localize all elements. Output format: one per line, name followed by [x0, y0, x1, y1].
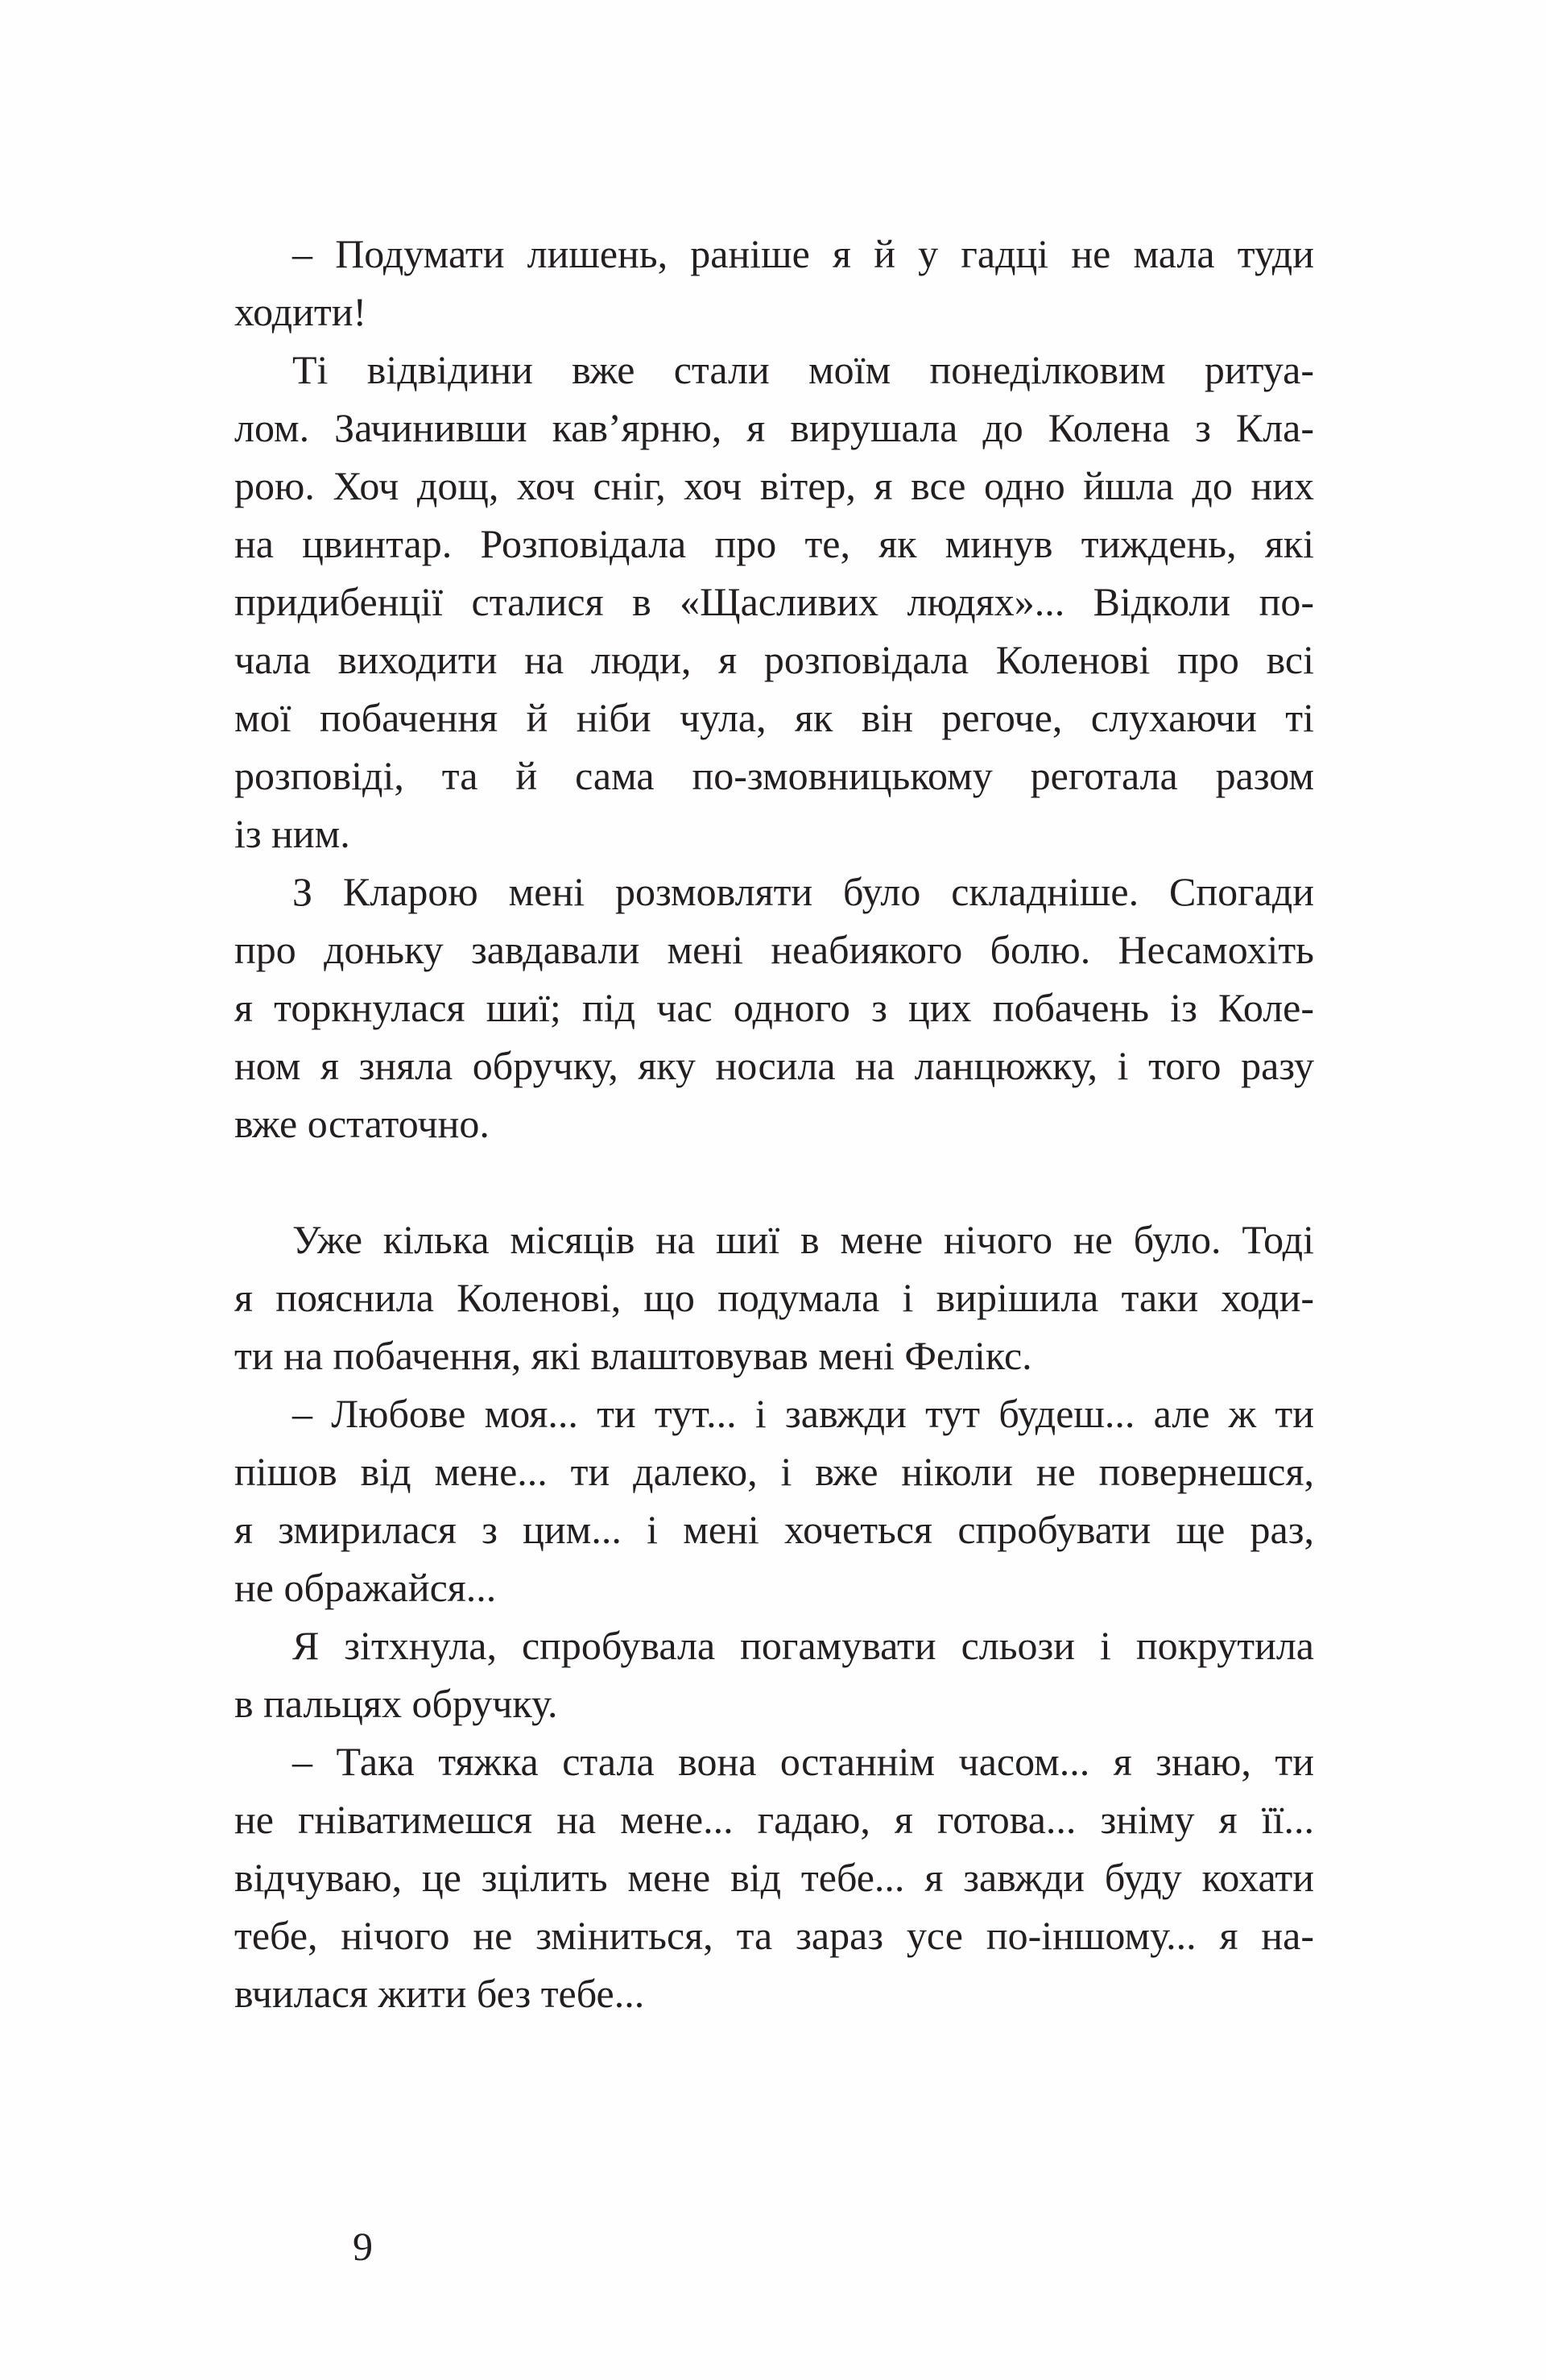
text-line: я торкнулася шиї; під час одного з цих побачень із Коле-	[234, 985, 1314, 1030]
text-line: я змирилася з цим... і мені хочеться спробувати ще раз,	[234, 1507, 1314, 1552]
text-line: придибенції сталися в «Щасливих людях»... Відколи по-	[234, 579, 1314, 624]
text-line: я пояснила Коленові, що подумала і вирішила таки ходи-	[234, 1275, 1314, 1320]
paragraph	[234, 1385, 1314, 1616]
section-break	[234, 1153, 1314, 1211]
text-line: про доньку завдавали мені неабиякого болю. Несамохіть	[234, 927, 1314, 972]
text-line: відчуваю, це зцілить мене від тебе... я завжди буду кохати	[234, 1855, 1314, 1900]
text-line: Ті відвідини вже стали моїм понеділковим ритуа-	[292, 347, 1314, 392]
paragraph	[234, 863, 1314, 1153]
text-line: пішов від мене... ти далеко, і вже ніколи не повернешся,	[234, 1449, 1314, 1494]
page-number: 9	[353, 2224, 373, 2269]
paragraph	[234, 1732, 1314, 2022]
text-line: не ображайся...	[234, 1565, 497, 1610]
paragraph	[234, 1211, 1314, 1385]
text-line: Уже кілька місяців на шиї в мене нічого не було. Тоді	[292, 1217, 1314, 1262]
text-line: лом. Зачинивши кав’ярню, я вирушала до Колена з Кла-	[234, 405, 1314, 450]
text-line: ходити!	[234, 289, 367, 334]
text-line: мої побачення й ніби чула, як він регоче, слухаючи ті	[234, 695, 1314, 740]
text-line: – Любове моя... ти тут... і завжди тут будеш... але ж ти	[292, 1391, 1314, 1436]
text-line: ном я зняла обручку, яку носила на ланцюжку, і того разу	[234, 1043, 1314, 1088]
paragraph	[234, 341, 1314, 863]
paragraph	[234, 1616, 1314, 1732]
text-line: із ним.	[234, 811, 350, 856]
text-line: чала виходити на люди, я розповідала Коленові про всі	[234, 637, 1314, 682]
text-line: розповіді, та й сама по-змовницькому реготала разом	[234, 753, 1314, 798]
text-line: – Подумати лишень, раніше я й у гадці не мала туди	[292, 231, 1314, 276]
text-line: Я зітхнула, спробувала погамувати сльози і покрутила	[292, 1623, 1314, 1668]
text-line: ти на побачення, які влаштовував мені Фелікс.	[234, 1333, 1032, 1378]
text-line: не гніватимешся на мене... гадаю, я готова... зніму я її...	[234, 1797, 1314, 1842]
text-line: тебе, нічого не зміниться, та зараз усе по-іншому... я на-	[234, 1913, 1314, 1958]
text-line: в пальцях обручку.	[234, 1681, 558, 1726]
paragraph	[234, 225, 1314, 341]
text-line: вчилася жити без тебе...	[234, 1971, 645, 2016]
text-line: на цвинтар. Розповідала про те, як минув тиждень, які	[234, 521, 1314, 566]
text-line: вже остаточно.	[234, 1101, 490, 1146]
text-line: рою. Хоч дощ, хоч сніг, хоч вітер, я все одно йшла до них	[234, 463, 1314, 508]
body-text	[234, 225, 1314, 2022]
text-line: З Кларою мені розмовляти було складніше. Спогади	[292, 869, 1314, 914]
text-line: – Така тяжка стала вона останнім часом... я знаю, ти	[292, 1739, 1314, 1784]
